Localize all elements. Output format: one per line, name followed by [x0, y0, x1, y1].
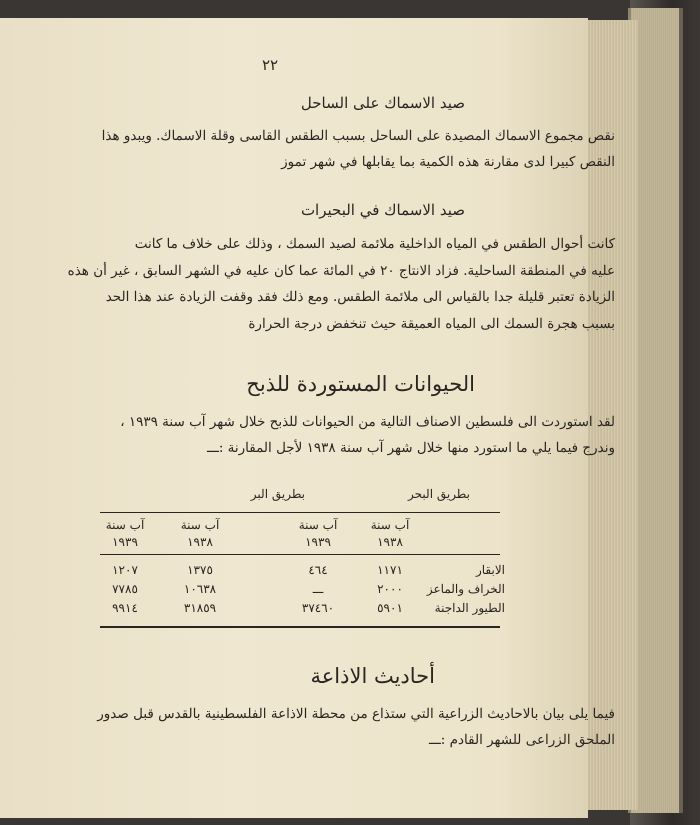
page-number: ٢٢ — [261, 56, 279, 74]
row-label: الخراف والماعز — [426, 582, 505, 596]
table-group-land: بطريق البر — [250, 487, 305, 501]
table-bottom-rule — [100, 626, 500, 628]
paragraph-line: لقد استوردت الى فلسطين الاصناف التالية من الحيوانات للذبح خلال شهر آب سنة ١٩٣٩ ، — [120, 414, 615, 430]
table-cell: ٣٧٤٦٠ — [301, 601, 335, 615]
table-top-rule — [100, 512, 500, 513]
table-cell: ١١٧١ — [377, 563, 403, 577]
section-heading-coastal-fishing: صيد الاسماك على الساحل — [300, 94, 465, 112]
paragraph-line: النقص كبيرا لدى مقارنة هذه الكمية بما يقابلها في شهر تموز — [281, 154, 615, 170]
paragraph-line: عليه في المنطقة الساحلية. فزاد الانتاج ٢٠ في المائة عما كان عليه في الشهر السابق ، غير أن هذه — [67, 263, 615, 279]
table-sub-label: آب سنة — [180, 518, 220, 532]
table-cell: ١٣٧٥ — [187, 563, 213, 577]
table-sub-label: آب سنة — [370, 518, 410, 532]
table-group-sea: بطريق البحر — [408, 487, 470, 501]
paragraph-line: وندرج فيما يلي ما استورد منها خلال شهر آب سنة ١٩٣٨ لأجل المقارنة :ـــ — [206, 440, 615, 456]
section-heading-lake-fishing: صيد الاسماك في البحيرات — [300, 201, 465, 219]
table-cell: ـــ — [312, 582, 324, 596]
table-cell: ٩٩١٤ — [112, 601, 138, 615]
table-year: ١٩٣٨ — [187, 535, 213, 549]
table-cell: ١٠٦٣٨ — [183, 582, 217, 596]
table-cell: ٥٩٠١ — [377, 601, 403, 615]
paragraph-line: نقص مجموع الاسماك المصيدة على الساحل بسبب الطقس القاسى وقلة الاسماك. ويبدو هذا — [101, 128, 615, 144]
table-cell: ١٢٠٧ — [112, 563, 138, 577]
table-header-rule — [100, 554, 500, 555]
table-cell: ٢٠٠٠ — [377, 582, 403, 596]
section-heading-imported-animals: الحيوانات المستوردة للذبح — [246, 372, 475, 396]
paragraph-line: الملحق الزراعى للشهر القادم :ـــ — [428, 732, 615, 748]
table-cell: ٧٧٨٥ — [112, 582, 138, 596]
row-label: الطيور الداجنة — [434, 601, 505, 615]
table-sub-label: آب سنة — [298, 518, 338, 532]
table-year: ١٩٣٨ — [377, 535, 403, 549]
table-cell: ٤٦٤ — [308, 563, 328, 577]
paragraph-line: بسبب هجرة السمك الى المياه العميقة حيث تنخفض درجة الحرارة — [248, 316, 615, 332]
table-year: ١٩٣٩ — [305, 535, 331, 549]
paragraph-line: الزيادة تعتبر قليلة جدا بالقياس الى ملائمة الطقس. ومع ذلك فقد وقفت الزيادة عند هذا الحد — [105, 289, 615, 305]
paragraph-line: فيما يلى بيان بالاحاديث الزراعية التي ستذاع من محطة الاذاعة الفلسطينية بالقدس قبل صدور — [97, 706, 615, 722]
paragraph-line: كانت أحوال الطقس في المياه الداخلية ملائمة لصيد السمك ، وذلك على خلاف ما كانت — [134, 236, 615, 252]
section-heading-radio-talks: أحاديث الاذاعة — [310, 664, 435, 688]
table-year: ١٩٣٩ — [112, 535, 138, 549]
table-sub-label: آب سنة — [105, 518, 145, 532]
table-cell: ٣١٨٥٩ — [183, 601, 217, 615]
row-label: الابقار — [475, 563, 505, 577]
